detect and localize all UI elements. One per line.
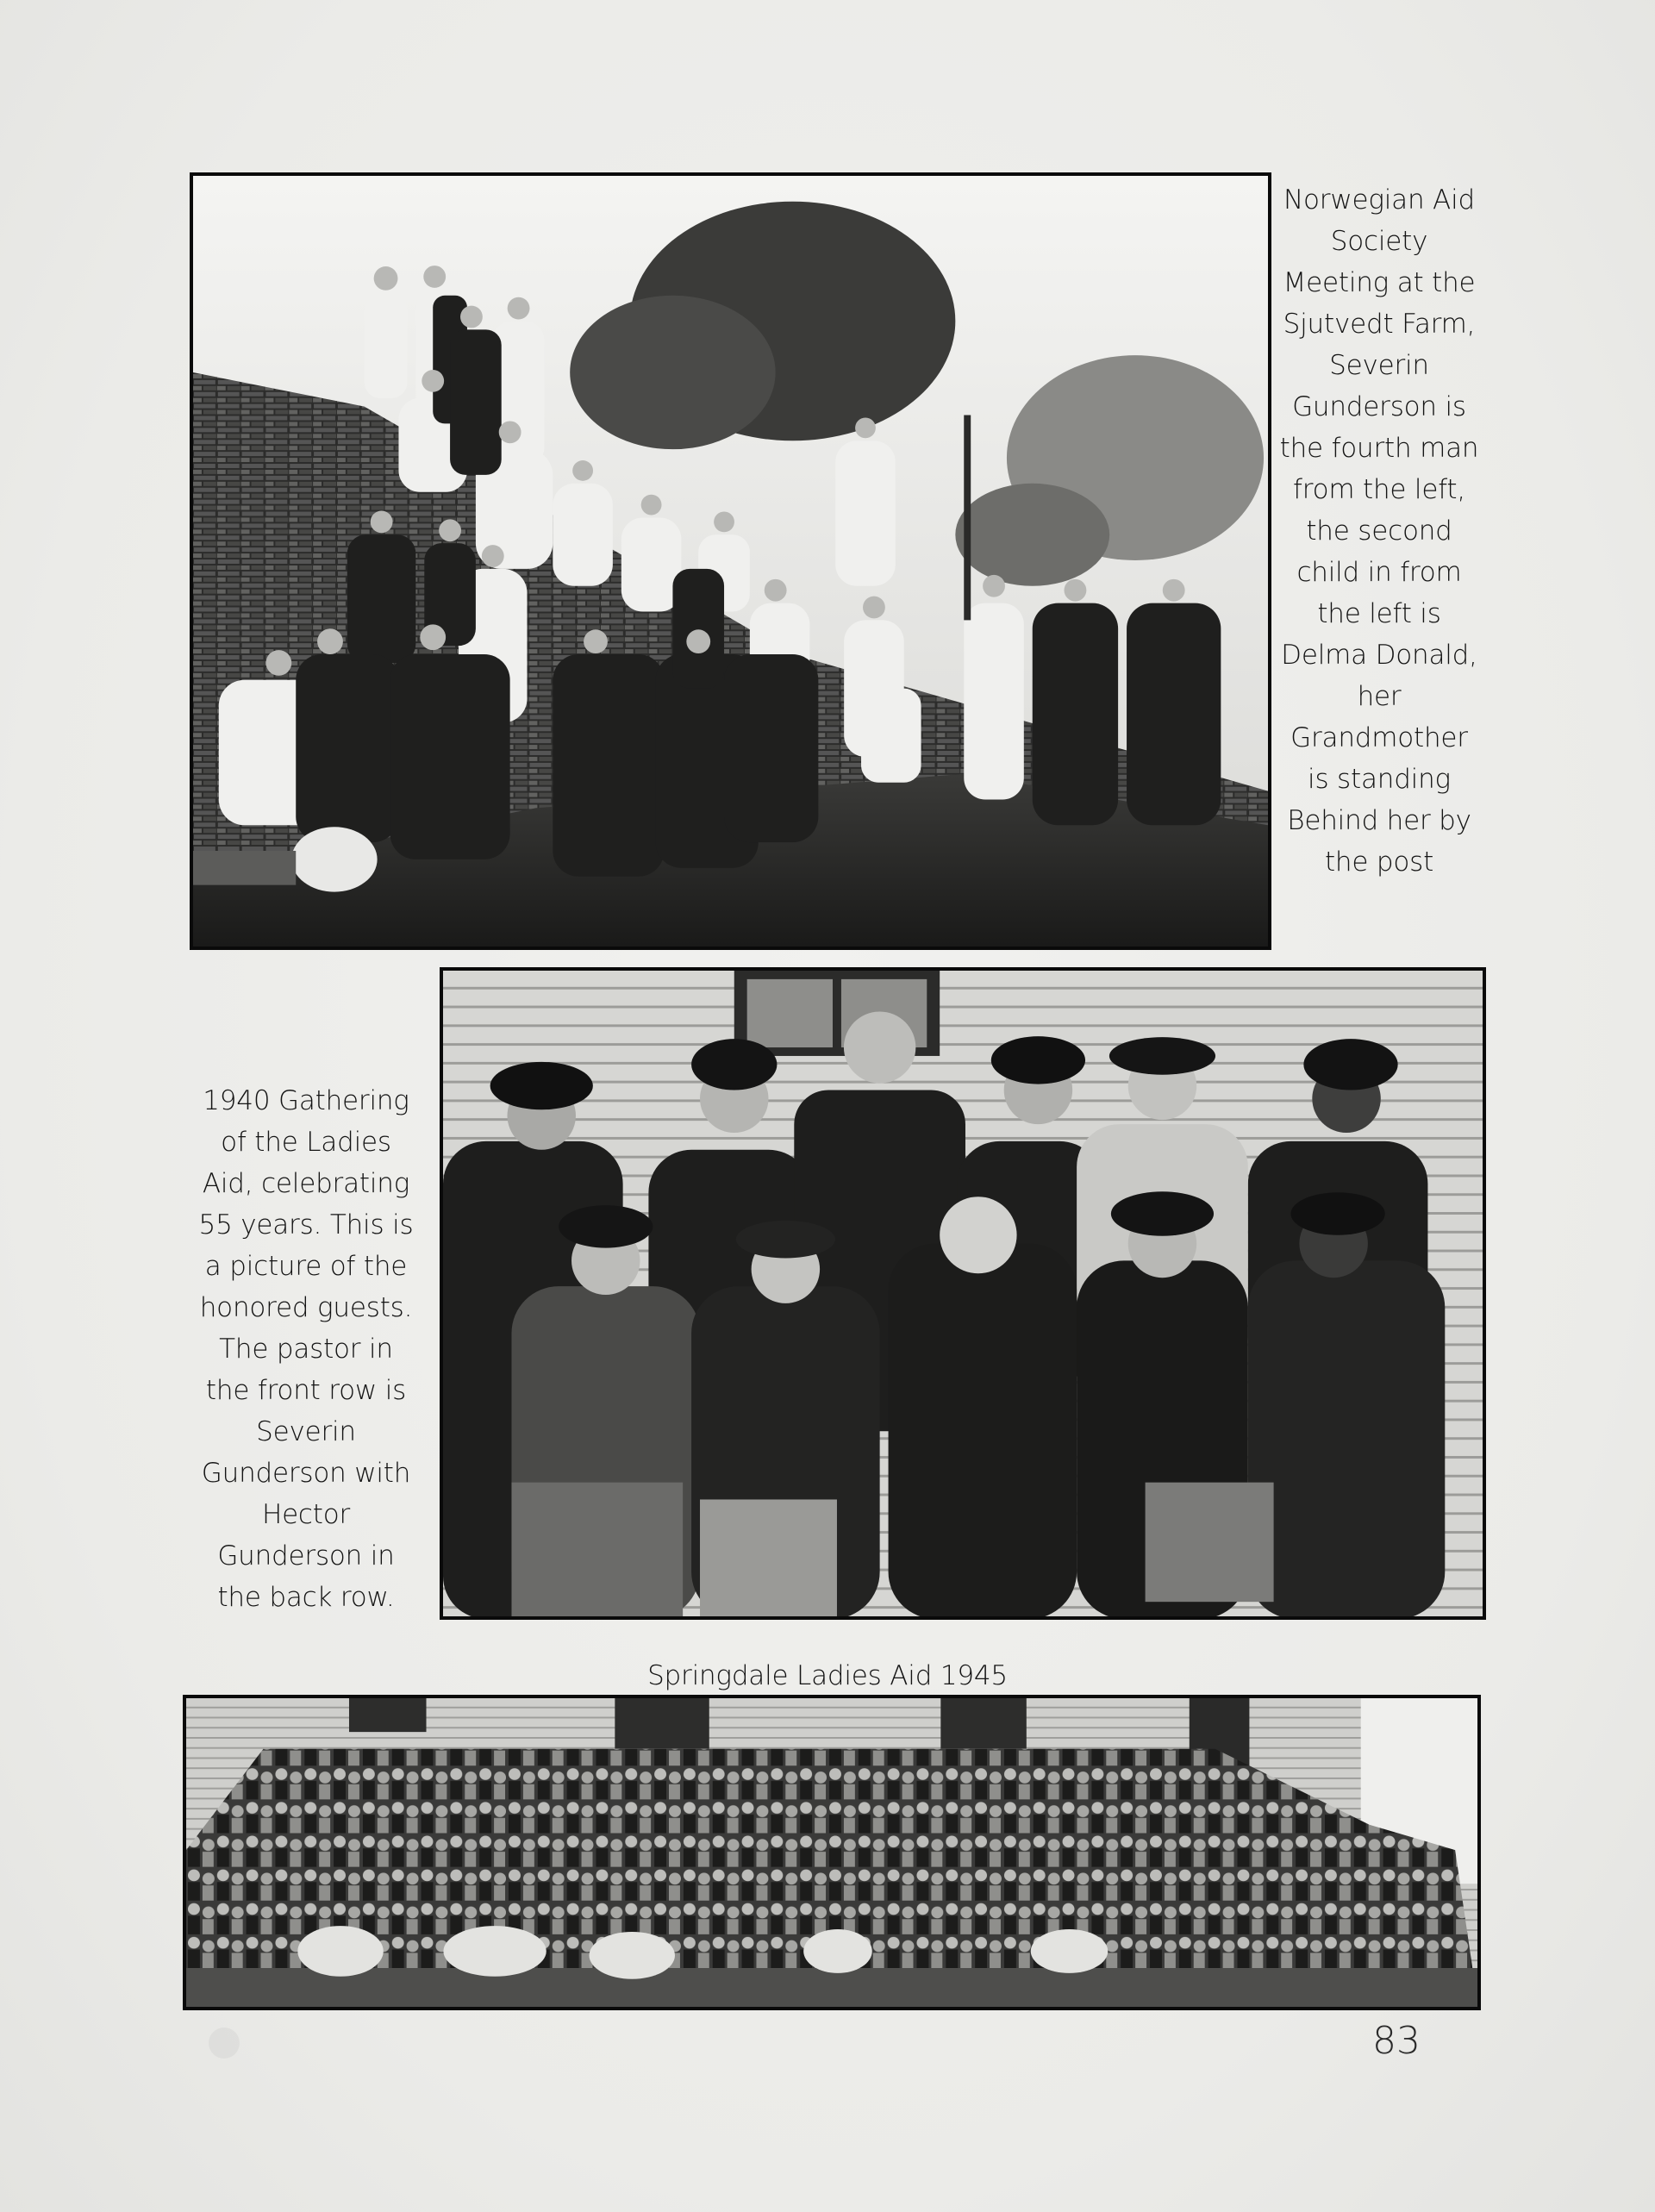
- page-number: 83: [1372, 2019, 1421, 2063]
- caption-springdale-ladies-aid: [603, 1657, 1052, 1695]
- caption-line: the front row is: [205, 1375, 407, 1406]
- caption-line: 55 years. This is: [198, 1209, 414, 1240]
- caption-1940-gathering: [177, 1080, 435, 1618]
- show-through-mark: [198, 2017, 250, 2069]
- photo-image: [186, 1698, 1477, 2007]
- caption-line: child in from: [1296, 557, 1462, 588]
- caption-line: Hector: [261, 1499, 351, 1530]
- caption-line: a picture of the: [204, 1251, 408, 1282]
- caption-line: Grandmother: [1290, 722, 1468, 753]
- caption-line: Gunderson is: [1292, 391, 1466, 422]
- caption-line: Springdale Ladies Aid 1945: [647, 1660, 1008, 1691]
- caption-line: Severin: [256, 1416, 356, 1447]
- caption-line: the back row.: [217, 1582, 395, 1613]
- caption-norwegian-aid-society: [1276, 179, 1483, 883]
- caption-line: Severin: [1329, 350, 1429, 381]
- caption-line: the left is: [1317, 598, 1441, 629]
- caption-line: Gunderson in: [217, 1540, 395, 1572]
- caption-line: from the left,: [1293, 474, 1465, 505]
- caption-line: is standing: [1308, 764, 1451, 795]
- caption-line: Society: [1330, 226, 1428, 257]
- caption-line: Delma Donald,: [1281, 640, 1477, 671]
- photo-image: [193, 176, 1268, 947]
- caption-line: Aid, celebrating: [202, 1168, 410, 1199]
- caption-line: the post: [1324, 847, 1434, 878]
- photo-1940-gathering: [440, 967, 1486, 1620]
- caption-line: honored guests.: [199, 1292, 413, 1323]
- caption-line: the fourth man: [1279, 433, 1479, 464]
- caption-line: her: [1357, 681, 1402, 712]
- caption-line: The pastor in: [219, 1334, 393, 1365]
- caption-line: Meeting at the: [1283, 267, 1476, 298]
- caption-line: Sjutvedt Farm,: [1283, 309, 1476, 340]
- caption-line: 1940 Gathering: [203, 1085, 409, 1116]
- show-through-text: [198, 2017, 250, 2077]
- caption-line: of the Ladies: [221, 1127, 391, 1158]
- caption-line: Gunderson with: [201, 1458, 411, 1489]
- caption-line: the second: [1306, 516, 1452, 547]
- photo-norwegian-aid-society: [190, 172, 1271, 950]
- caption-line: Norwegian Aid: [1283, 184, 1475, 216]
- photo-springdale-ladies-aid-1945: [183, 1695, 1481, 2010]
- photo-image: [443, 971, 1483, 1616]
- caption-line: Behind her by: [1287, 805, 1471, 836]
